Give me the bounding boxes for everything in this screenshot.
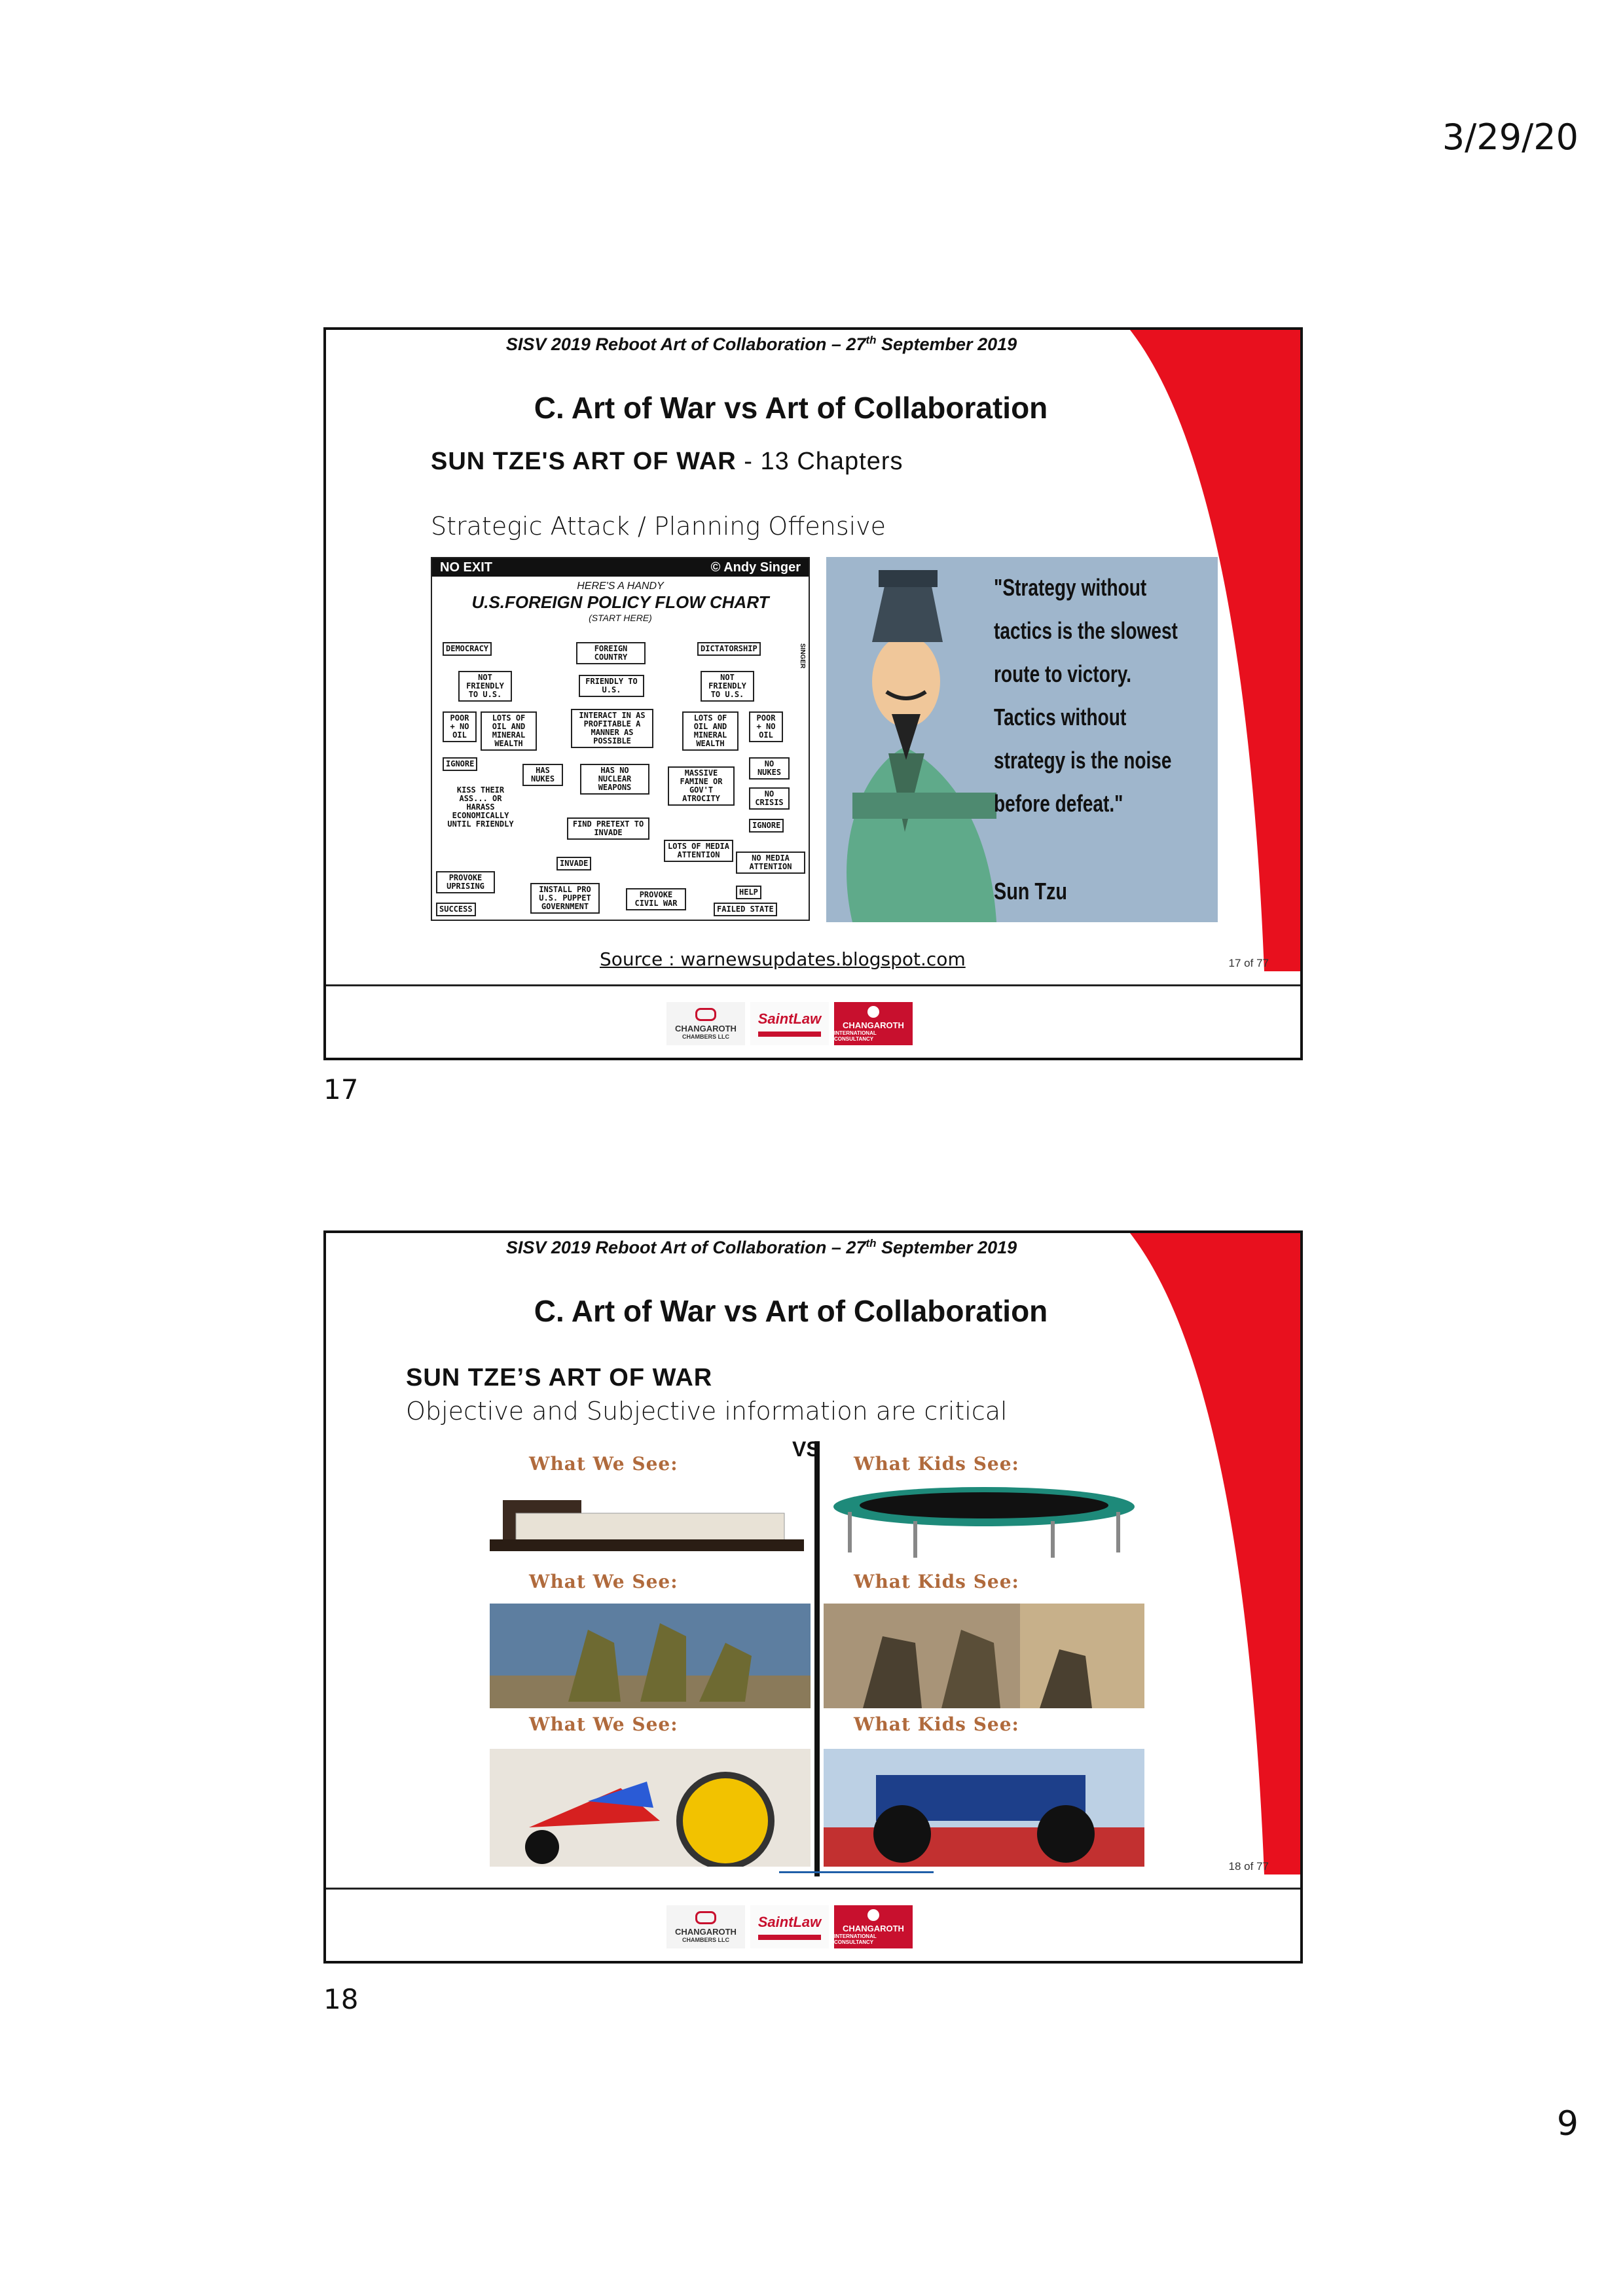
sun-tzu-quote [994, 566, 1209, 825]
conference-header: SISV 2019 Reboot Art of Collaboration – 27th September 2019 [505, 334, 1017, 354]
flow-box: IGNORE [749, 819, 784, 833]
soldiers-picture [824, 1604, 1144, 1708]
flowchart-start: (START HERE) [589, 613, 652, 623]
flow-box: PROVOKE UPRISING [436, 871, 495, 893]
saintlaw-logo: SaintLaw [750, 1905, 829, 1948]
flow-box: INSTALL PRO U.S. PUPPET GOVERNMENT [530, 883, 600, 914]
flow-box: HELP [736, 886, 761, 899]
quote-line: Tactics without [994, 704, 1127, 730]
flow-box: LOTS OF OIL AND MINERAL WEALTH [682, 711, 739, 751]
page-number: 9 [1556, 2104, 1578, 2144]
flow-box: INTERACT IN AS PROFITABLE A MANNER AS POSSIBLE [571, 709, 653, 748]
quote-line: "Strategy without [994, 574, 1147, 601]
changaroth-chambers-logo: CHANGAROTH CHAMBERS LLC [666, 1002, 745, 1045]
vs-label: VS [792, 1437, 820, 1461]
caption-kids-see: What Kids See: [854, 1571, 1019, 1592]
trampoline-picture [824, 1480, 1144, 1559]
vs-divider [814, 1441, 820, 1876]
quote-line: route to victory. [994, 660, 1132, 687]
flow-box: FOREIGN COUNTRY [576, 642, 646, 664]
flow-box: DEMOCRACY [443, 642, 492, 656]
flow-box: HAS NUKES [522, 764, 563, 786]
flowchart-signature: SINGER [799, 643, 806, 669]
flow-box: FIND PRETEXT TO INVADE [567, 817, 649, 840]
flow-box: NO NUKES [749, 757, 790, 780]
slide-heading: SUN TZE'S ART OF WAR - 13 Chapters [431, 448, 903, 475]
link-underline[interactable] [779, 1871, 934, 1873]
slide-title: C. Art of War vs Art of Collaboration [534, 391, 1048, 425]
slide-body-text: Strategic Attack / Planning Offensive [431, 512, 886, 541]
flow-box: POOR + NO OIL [443, 711, 477, 742]
flowchart-header-right: © Andy Singer [710, 560, 801, 575]
flowchart-intro: HERE'S A HANDY [577, 581, 664, 592]
flow-box: NO MEDIA ATTENTION [736, 852, 805, 874]
quote-line: strategy is the noise [994, 747, 1172, 774]
bed-picture [490, 1487, 804, 1559]
source-link[interactable]: Source : warnewsupdates.blogspot.com [600, 948, 966, 970]
slide-counter: 17 of 77 [1228, 957, 1269, 969]
toy-soldiers-picture [490, 1604, 811, 1708]
flow-box: FAILED STATE [714, 903, 777, 916]
slide-heading: SUN TZE’S ART OF WAR [406, 1364, 713, 1391]
sun-tzu-quote-image [826, 557, 1218, 922]
caption-we-see: What We See: [529, 1571, 678, 1592]
changaroth-chambers-logo: CHANGAROTH CHAMBERS LLC [666, 1905, 745, 1948]
page-date: 3/29/20 [1442, 117, 1578, 158]
changaroth-consultancy-logo: CHANGAROTH INTERNATIONAL CONSULTANCY [834, 1002, 913, 1045]
caption-kids-see: What Kids See: [854, 1713, 1019, 1735]
flow-box: FRIENDLY TO U.S. [579, 675, 644, 697]
flow-box: INVADE [556, 857, 591, 870]
flow-box: DICTATORSHIP [697, 642, 761, 656]
footer-divider [326, 1888, 1300, 1890]
flow-box: SUCCESS [436, 903, 476, 916]
slide-counter: 18 of 77 [1228, 1860, 1269, 1873]
caption-we-see: What We See: [529, 1453, 678, 1475]
slide-body-text: Objective and Subjective information are critical [406, 1397, 1008, 1426]
caption-kids-see: What Kids See: [854, 1453, 1019, 1475]
flow-box: KISS THEIR ASS... OR HARASS ECONOMICALLY UNTIL FRIENDLY [443, 785, 519, 830]
quote-line: tactics is the slowest [994, 617, 1178, 644]
flowchart-image [431, 557, 810, 921]
saintlaw-logo: SaintLaw [750, 1002, 829, 1045]
flowchart-header-left: NO EXIT [440, 560, 493, 575]
slide-number: 18 [323, 1983, 359, 2015]
footer-logos [666, 1001, 913, 1047]
quote-author: Sun Tzu [994, 878, 1067, 905]
flowchart-title: U.S.FOREIGN POLICY FLOW CHART [471, 592, 769, 612]
footer-divider [326, 984, 1300, 986]
flow-box: HAS NO NUCLEAR WEAPONS [580, 764, 649, 795]
flow-box: LOTS OF OIL AND MINERAL WEALTH [481, 711, 537, 751]
caption-we-see: What We See: [529, 1713, 678, 1735]
flow-box: IGNORE [443, 757, 477, 771]
quote-line: before defeat." [994, 790, 1123, 817]
changaroth-consultancy-logo: CHANGAROTH INTERNATIONAL CONSULTANCY [834, 1905, 913, 1948]
slide-number: 17 [323, 1073, 359, 1105]
footer-logos [666, 1904, 913, 1950]
slide-17 [323, 327, 1303, 1060]
flow-box: LOTS OF MEDIA ATTENTION [664, 840, 733, 862]
slide-title: C. Art of War vs Art of Collaboration [534, 1294, 1048, 1328]
flow-box: NOT FRIENDLY TO U.S. [701, 671, 754, 702]
monster-truck-picture [824, 1749, 1144, 1867]
flow-box: PROVOKE CIVIL WAR [626, 888, 686, 910]
big-wheel-tricycle-picture [490, 1749, 811, 1867]
sun-tzu-portrait [826, 557, 1023, 922]
flow-box: POOR + NO OIL [749, 711, 783, 742]
flow-box: MASSIVE FAMINE OR GOV'T ATROCITY [668, 766, 735, 806]
flow-box: NOT FRIENDLY TO U.S. [458, 671, 512, 702]
flow-box: NO CRISIS [749, 787, 790, 810]
conference-header: SISV 2019 Reboot Art of Collaboration – 27th September 2019 [505, 1237, 1017, 1257]
slide-18 [323, 1230, 1303, 1964]
red-curve-decoration [1130, 1233, 1300, 1874]
what-we-see-vs-kids-image [490, 1437, 1144, 1876]
